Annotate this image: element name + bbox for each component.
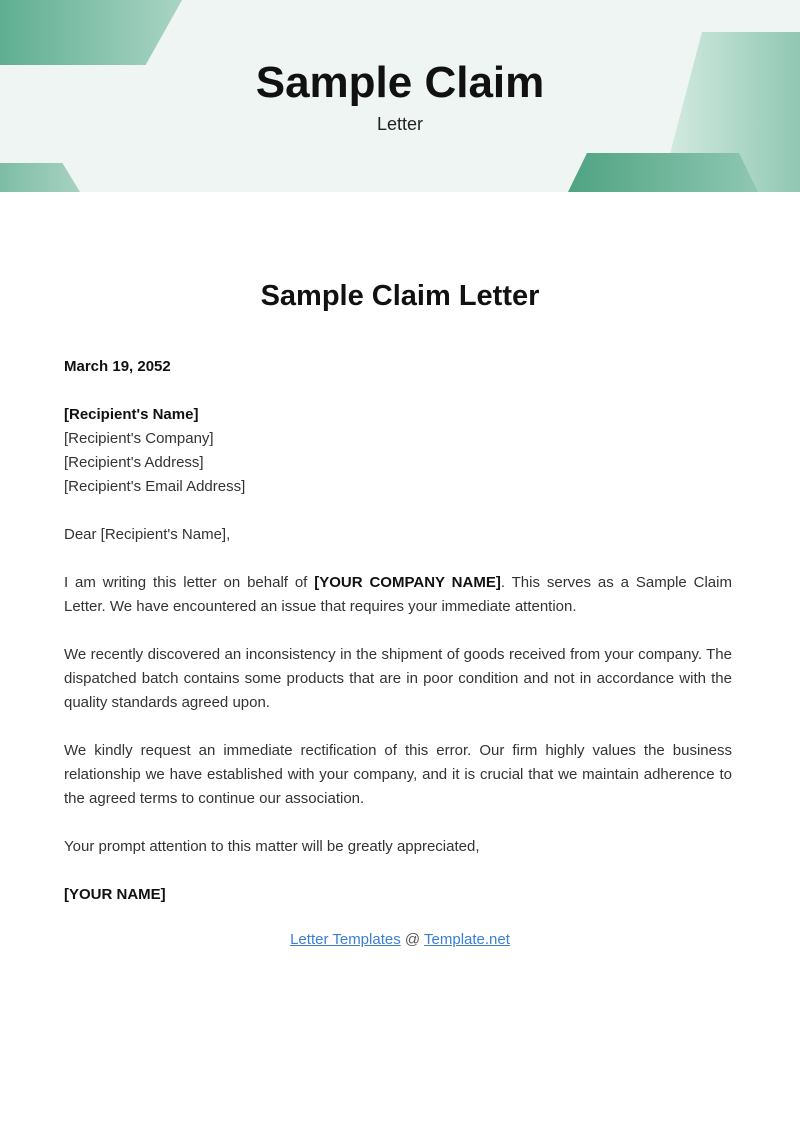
recipient-address: [Recipient's Address]: [64, 454, 204, 471]
decorative-shape: [568, 153, 758, 192]
recipient-name: [Recipient's Name]: [64, 406, 199, 423]
paragraph-1: [64, 571, 732, 619]
letter-body: [64, 355, 732, 931]
template-net-link[interactable]: Template.net: [424, 931, 510, 948]
paragraph-2: We recently discovered an inconsistency in the shipment of goods received from your company. The dispatched batch contains some products that are in poor condition and not in accordance with the quality standards agreed upon.: [64, 646, 732, 711]
footer-separator: @: [400, 931, 425, 948]
page-title: Sample Claim Letter: [260, 280, 540, 312]
header-banner: [0, 0, 800, 192]
decorative-shape: [0, 0, 182, 65]
banner-subtitle: Letter: [376, 114, 424, 134]
footer: [0, 931, 800, 948]
para1-text-end: . This serves as a Sample Claim Letter. We have encountered an issue that requires your immediate attention.: [64, 574, 732, 615]
recipient-block: [64, 403, 732, 499]
letter-templates-link[interactable]: Letter Templates: [290, 931, 401, 948]
recipient-email: [Recipient's Email Address]: [64, 478, 246, 495]
para1-text: I am writing this letter on behalf of: [64, 574, 315, 591]
banner-title: Sample Claim: [255, 58, 545, 107]
paragraph-3: We kindly request an immediate rectification of this error. Our firm highly values the business relationship we have established with your company, and it is crucial that we maintain adherence to the agreed terms to continue our association.: [64, 742, 732, 807]
closing: Your prompt attention to this matter will be greatly appreciated,: [64, 838, 480, 855]
signature: [YOUR NAME]: [64, 886, 166, 903]
company-name: [YOUR COMPANY NAME]: [314, 574, 501, 591]
letter-date: March 19, 2052: [64, 358, 171, 375]
decorative-shape: [0, 163, 80, 192]
salutation: Dear [Recipient's Name],: [64, 526, 231, 543]
recipient-company: [Recipient's Company]: [64, 430, 214, 447]
